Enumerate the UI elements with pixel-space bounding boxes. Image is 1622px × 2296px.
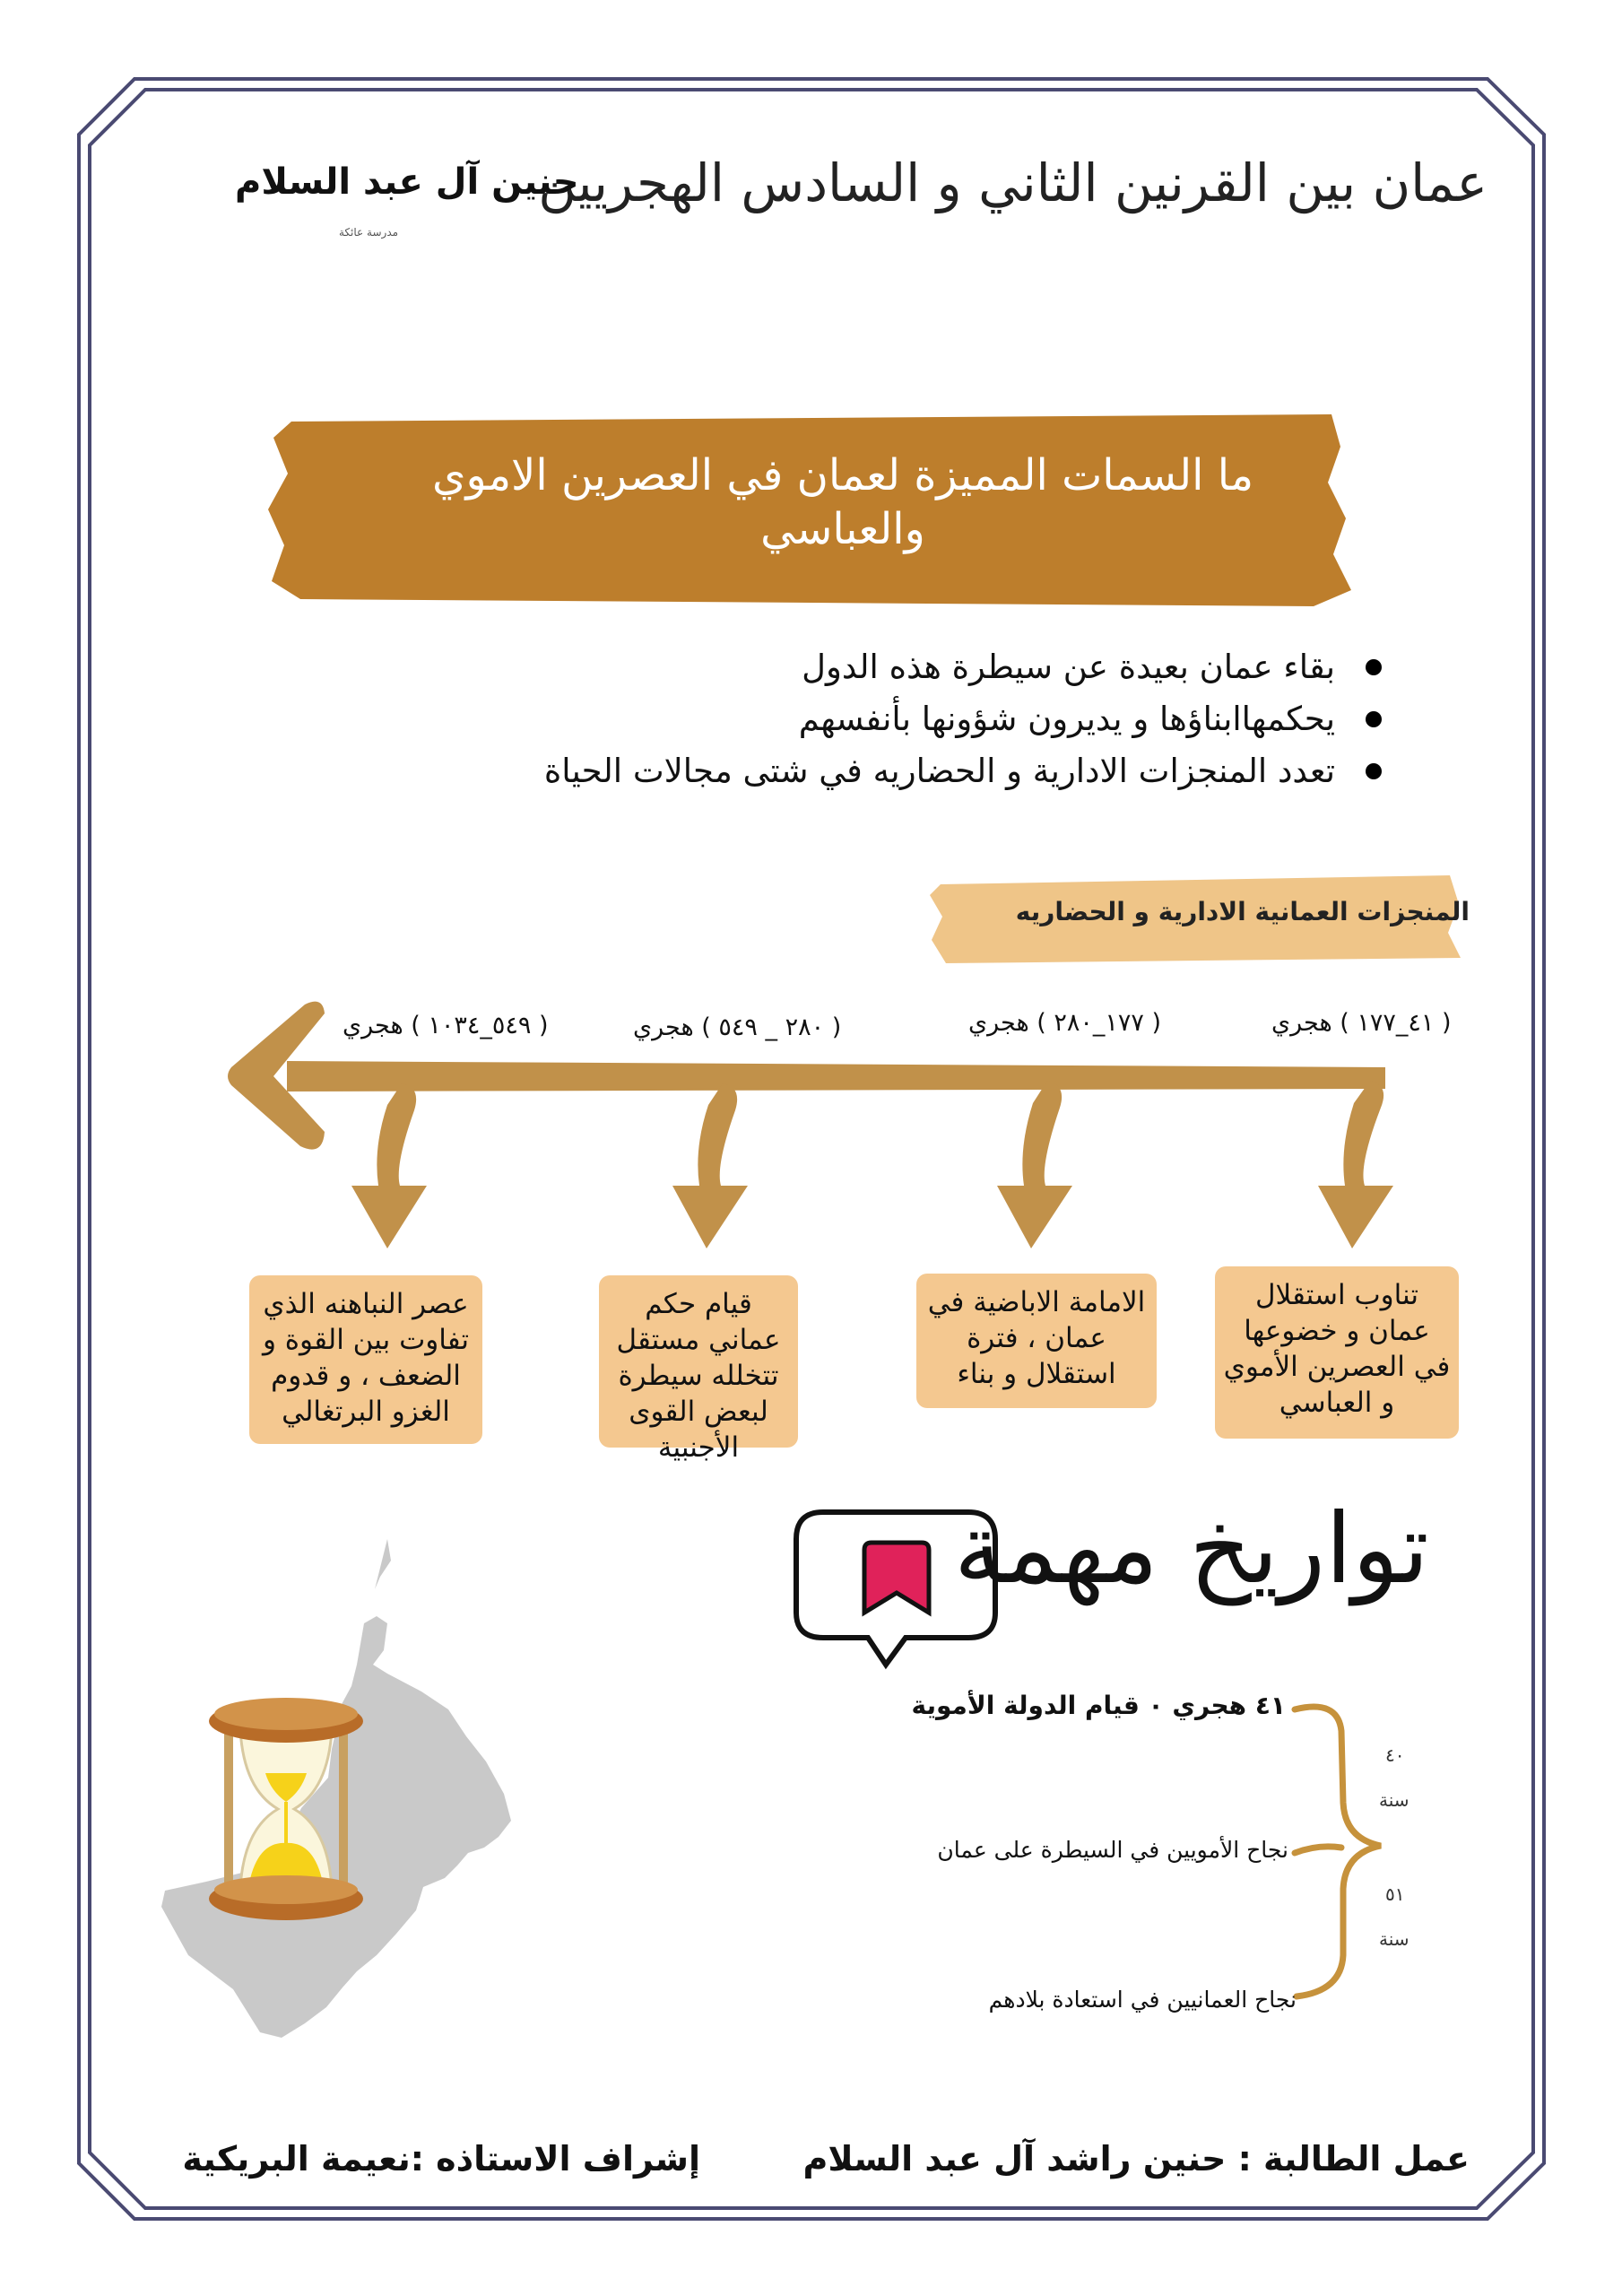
important-dates-title: تواريخ مهمة xyxy=(953,1493,1429,1605)
features-list xyxy=(544,641,1389,797)
page-title: عمان بين القرنين الثاني و السادس الهجريين xyxy=(538,152,1488,213)
timeline-event: نجاح العمانيين في استعادة بلادهم xyxy=(988,1987,1297,2013)
period-label: ( ٥٤٩_١٠٣٤ ) هجري xyxy=(343,1012,549,1039)
feature-item: تعدد المنجزات الادارية و الحضاريه في شتى مجالات الحياة xyxy=(544,745,1389,797)
period-label: ( ٢٨٠ _ ٥٤٩ ) هجري xyxy=(633,1013,842,1041)
period-label: ( ١٧٧_٢٨٠ ) هجري xyxy=(968,1009,1162,1037)
duration-number: ٤٠ xyxy=(1385,1744,1405,1766)
timeline-bracket xyxy=(1291,1695,1408,2009)
period-label: ( ٤١_١٧٧ ) هجري xyxy=(1271,1009,1452,1037)
logo-name: حنين آل عبد السلام xyxy=(235,161,579,203)
hourglass-icon xyxy=(204,1691,366,1933)
duration-unit: سنة xyxy=(1379,1789,1409,1811)
period-box: الامامة الاباضية في عمان ، فترة استقلال و بناء xyxy=(916,1274,1157,1408)
student-credit: عمل الطالبة : حنين راشد آل عبد السلام xyxy=(802,2139,1470,2179)
supervisor-credit: إشراف الاستاذه :نعيمة البريكية xyxy=(182,2139,700,2179)
duration-number: ٥١ xyxy=(1385,1883,1405,1905)
question-text: ما السمات المميزة لعمان في العصرين الاموي والعباسي xyxy=(431,450,1254,554)
duration-unit: سنة xyxy=(1379,1928,1409,1950)
logo-subtitle: مدرسة عائكة xyxy=(339,226,399,239)
timeline-event: ٤١ هجري ٠ قيام الدولة الأموية xyxy=(911,1691,1286,1720)
feature-item: يحكمهاابناؤها و يديرون شؤونها بأنفسهم xyxy=(544,693,1389,745)
timeline-event: نجاح الأمويين في السيطرة على عمان xyxy=(937,1837,1288,1863)
period-box: عصر النباهنه الذي تفاوت بين القوة و الضعف ، و قدوم الغزو البرتغالي xyxy=(249,1275,482,1444)
feature-item: بقاء عمان بعيدة عن سيطرة هذه الدول xyxy=(544,641,1389,693)
period-box: تناوب استقلال عمان و خضوعها في العصرين الأموي و العباسي xyxy=(1215,1266,1459,1439)
achievements-heading: المنجزات العمانية الادارية و الحضاريه xyxy=(1015,897,1470,926)
period-box: قيام حكم عماني مستقل تتخلله سيطرة لبعض القوى الأجنبية xyxy=(599,1275,798,1448)
